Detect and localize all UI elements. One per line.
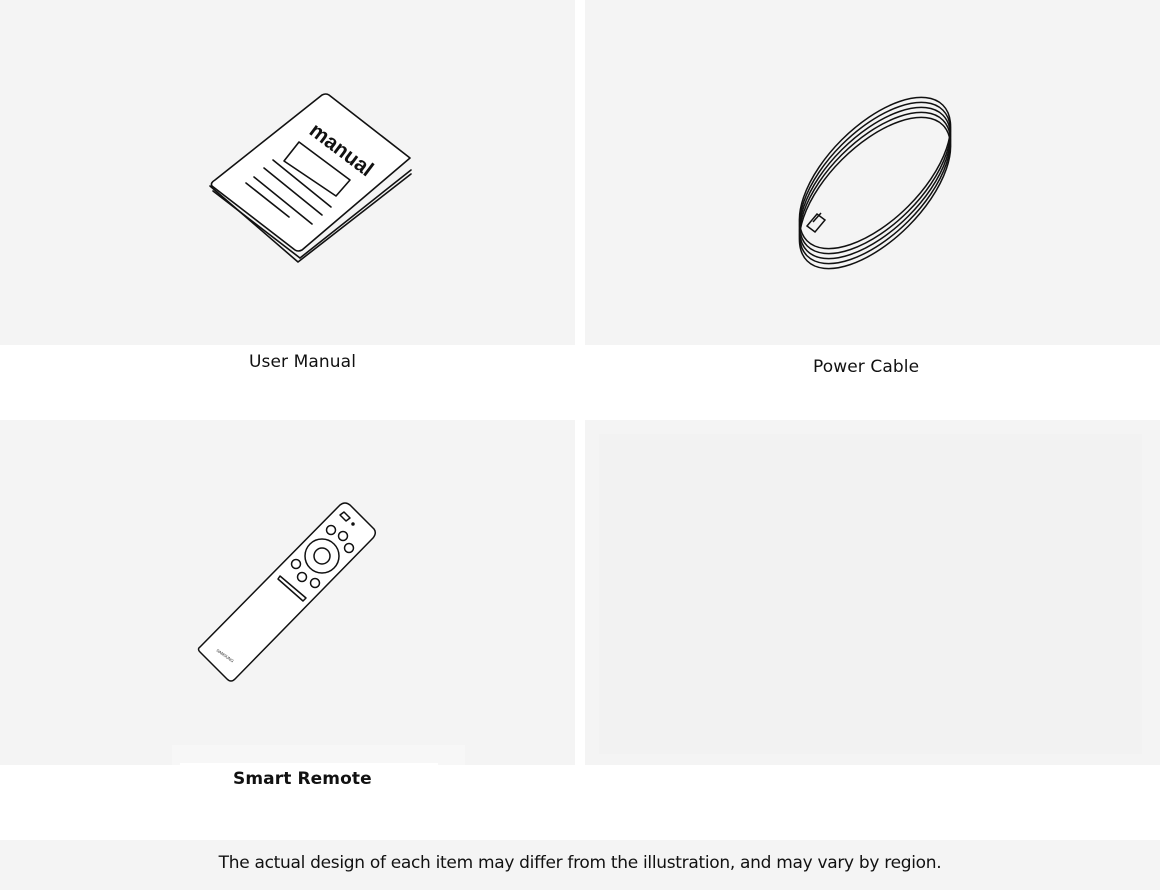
remote-label-backdrop-strip bbox=[180, 763, 438, 767]
power-cable-icon bbox=[585, 0, 1160, 345]
item-label-user-manual: User Manual bbox=[249, 352, 357, 372]
empty-image-placeholder bbox=[599, 434, 1142, 754]
remote-label-backdrop bbox=[172, 745, 465, 765]
manual-icon bbox=[0, 0, 575, 345]
disclaimer-bar bbox=[0, 840, 1160, 890]
item-card-power-cable bbox=[585, 0, 1160, 345]
manual-cover-text: manual bbox=[304, 118, 378, 182]
item-card-empty bbox=[585, 420, 1160, 765]
item-card-user-manual bbox=[0, 0, 575, 345]
item-label-smart-remote: Smart Remote bbox=[233, 769, 372, 789]
remote-brand-text: SAMSUNG bbox=[215, 647, 235, 664]
smart-remote-icon bbox=[0, 420, 575, 765]
disclaimer-text: The actual design of each item may differ from the illustration, and may vary by region. bbox=[218, 853, 942, 873]
item-card-smart-remote bbox=[0, 420, 575, 765]
item-label-power-cable: Power Cable bbox=[813, 357, 920, 377]
